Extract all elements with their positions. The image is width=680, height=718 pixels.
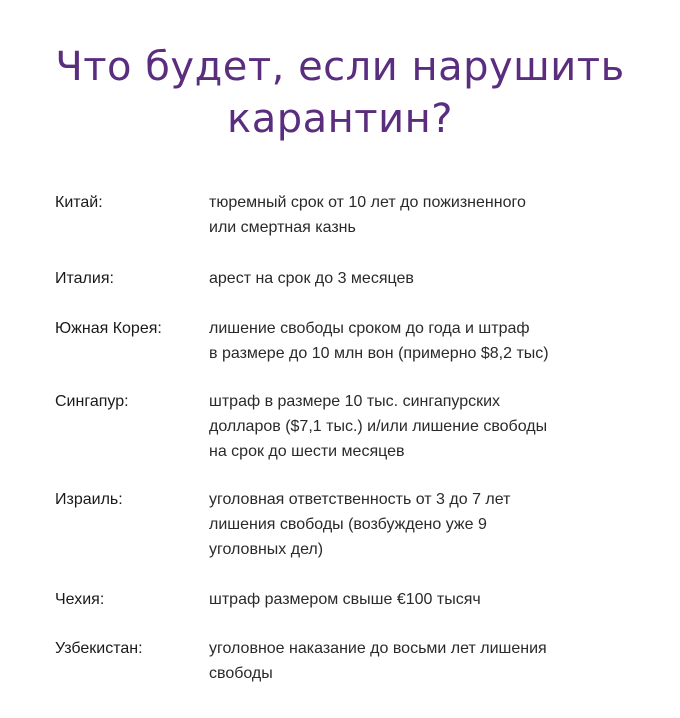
country-label: Южная Корея: — [55, 320, 162, 337]
country-label: Израиль: — [55, 491, 123, 508]
penalty-line: штраф размером свыше €100 тысяч — [209, 591, 481, 608]
penalty-line: арест на срок до 3 месяцев — [209, 270, 414, 287]
penalty-text — [209, 636, 649, 686]
penalty-line: долларов ($7,1 тыс.) и/или лишение свободы — [209, 418, 548, 435]
country-label: Италия: — [55, 270, 114, 287]
penalty-line: уголовная ответственность от 3 до 7 лет — [209, 491, 511, 508]
penalty-line: или смертная казнь — [209, 219, 356, 236]
country-label: Узбекистан: — [55, 640, 143, 657]
penalty-line: лишение свободы сроком до года и штраф — [209, 320, 530, 337]
penalty-line: лишения свободы (возбуждено уже 9 — [209, 516, 487, 533]
penalty-line: тюремный срок от 10 лет до пожизненного — [209, 194, 526, 211]
country-label: Китай: — [55, 194, 103, 211]
penalty-line: уголовных дел) — [209, 541, 324, 558]
penalty-text — [209, 389, 649, 464]
penalty-line: в размере до 10 млн вон (примерно $8,2 тыс) — [209, 345, 549, 362]
penalty-text — [209, 487, 649, 562]
penalty-line: свободы — [209, 665, 273, 682]
penalty-text — [209, 587, 649, 612]
country-label: Сингапур: — [55, 393, 129, 410]
title-line-1: Что будет, если нарушить — [55, 43, 625, 90]
penalty-text — [209, 316, 649, 366]
country-label: Чехия: — [55, 591, 105, 608]
penalty-line: штраф в размере 10 тыс. сингапурских — [209, 393, 501, 410]
penalty-line: уголовное наказание до восьми лет лишения — [209, 640, 547, 657]
penalty-text — [209, 190, 649, 240]
penalty-text — [209, 266, 649, 291]
penalty-line: на срок до шести месяцев — [209, 443, 405, 460]
title-line-2: карантин? — [227, 95, 453, 142]
